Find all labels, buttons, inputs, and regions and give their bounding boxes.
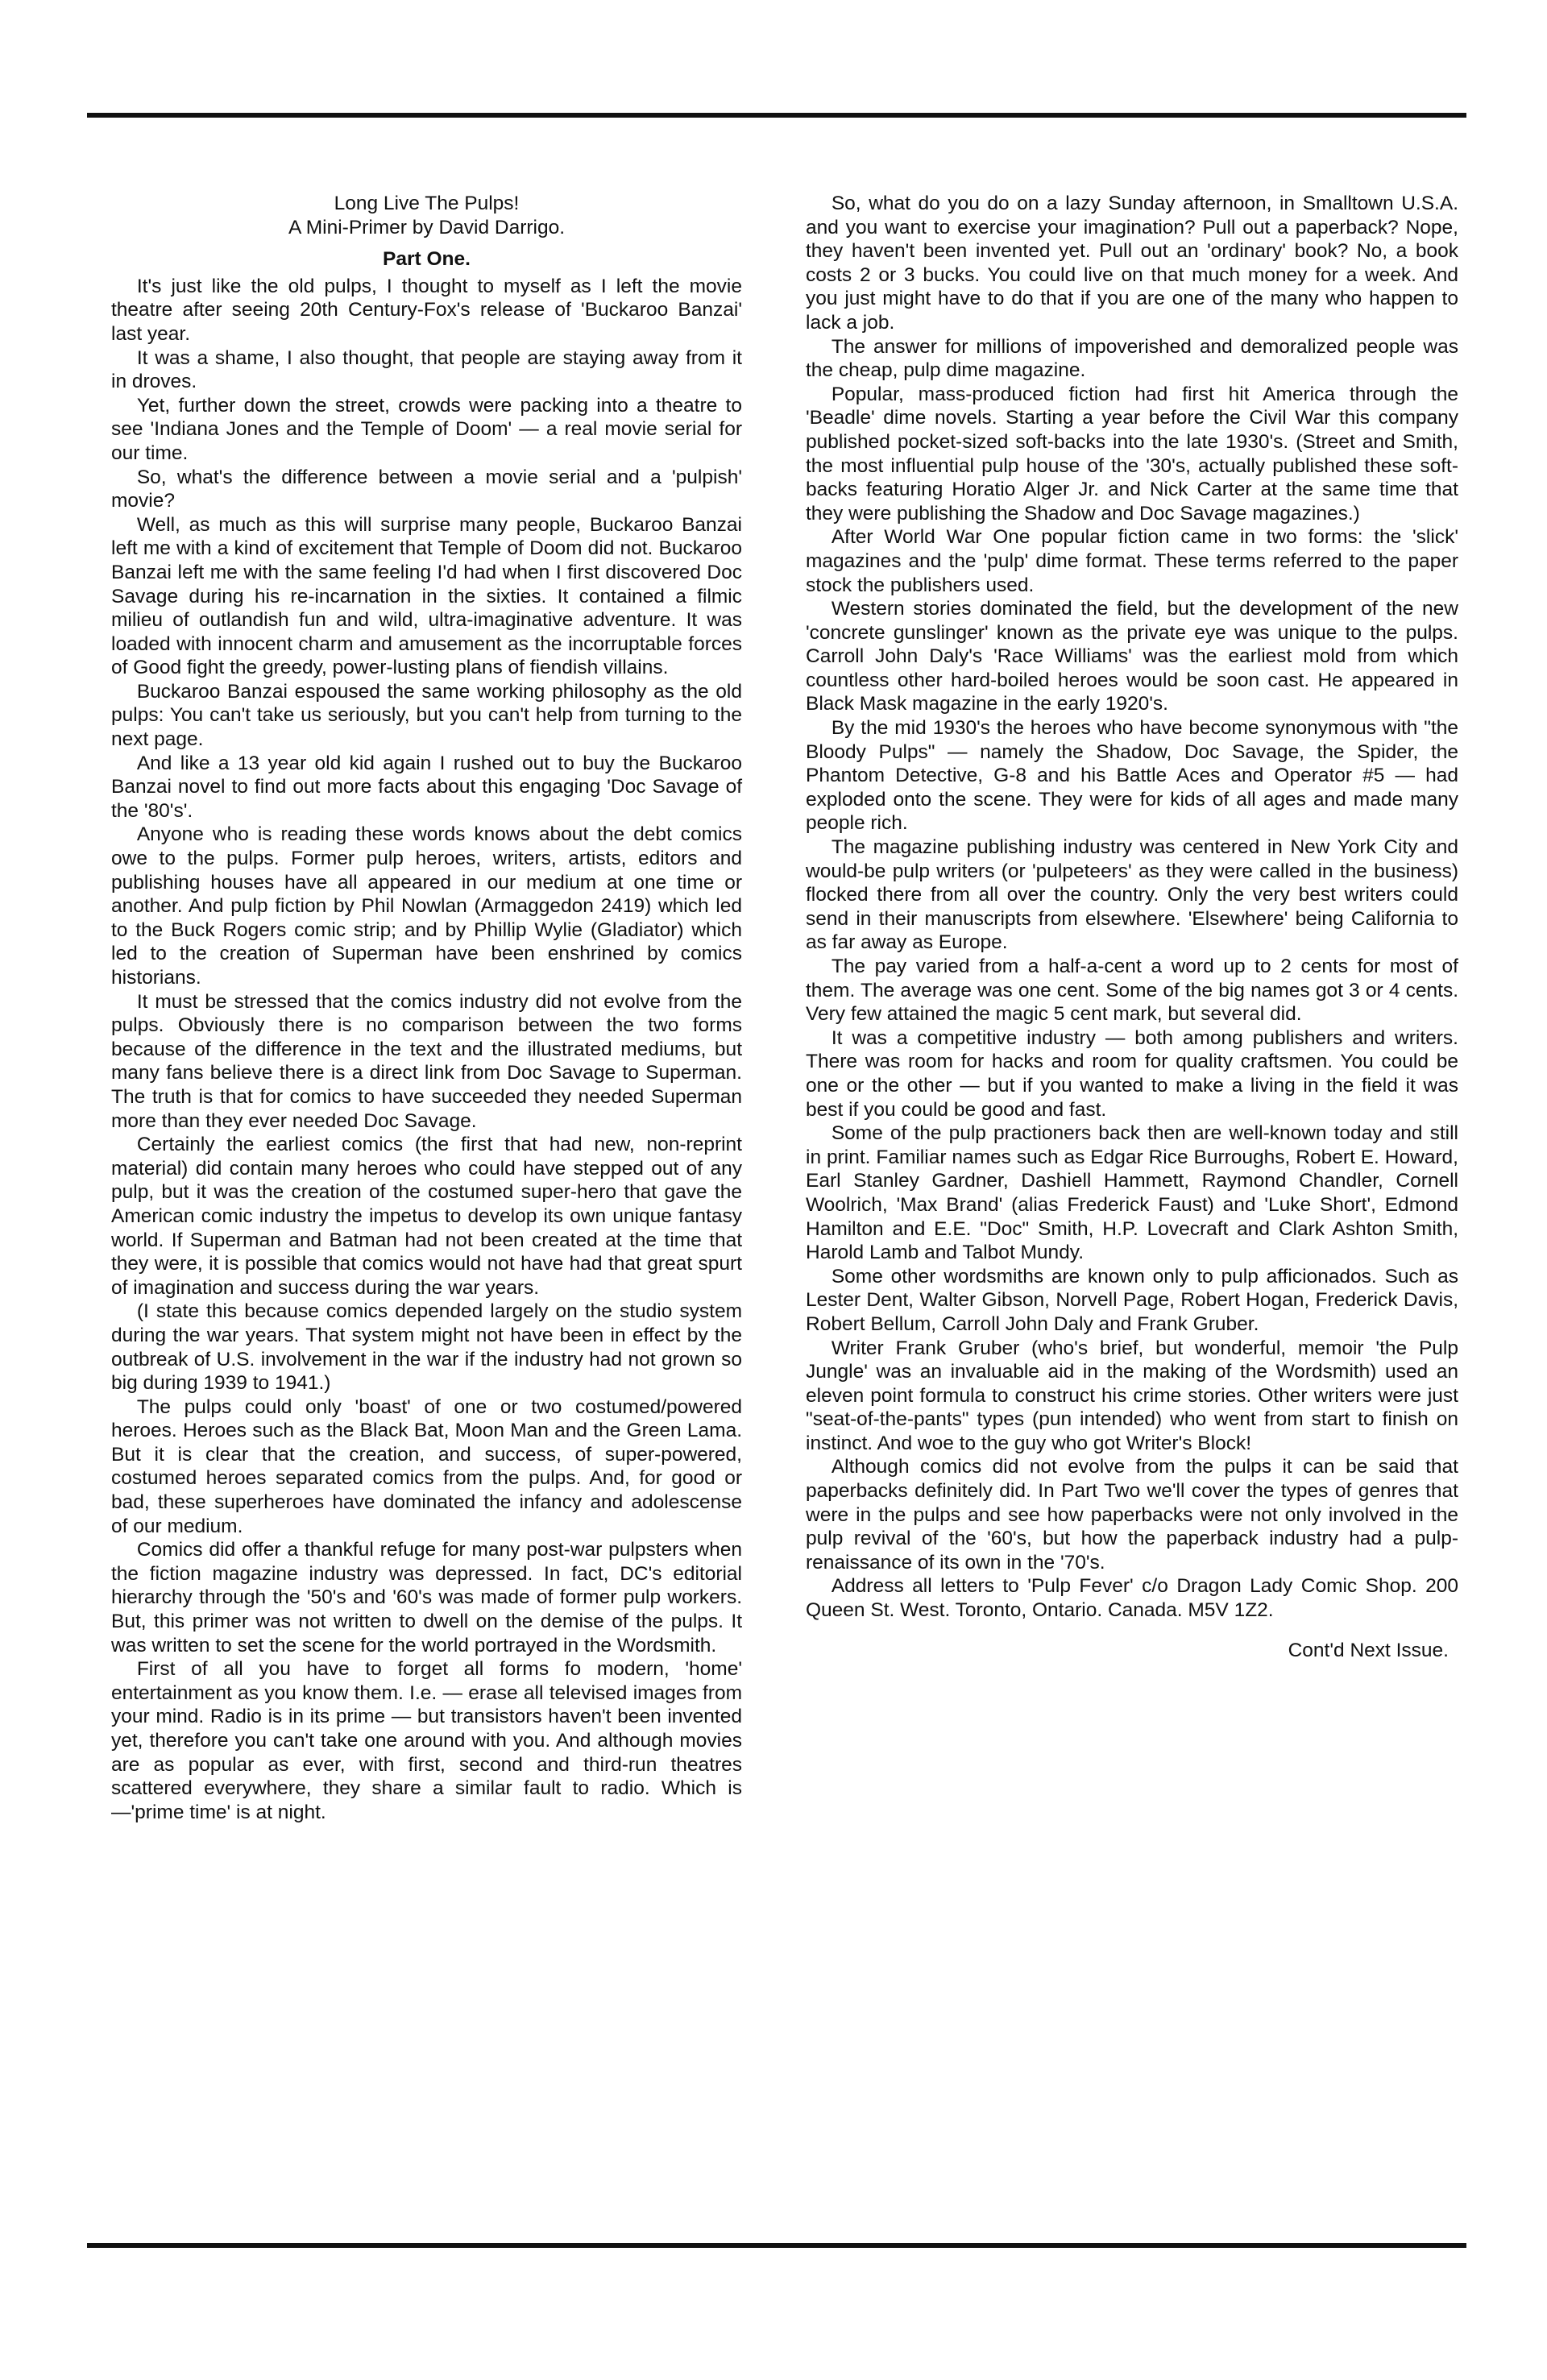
article-title: Long Live The Pulps!: [334, 193, 520, 214]
paragraph: Yet, further down the street, crowds were packing into a theatre to see 'Indiana Jones and the Temple of Doom' — a real movie serial for our time.: [111, 394, 742, 464]
paragraph: After World War One popular fiction came in two forms: the 'slick' magazines and the 'pulp' dime format. These terms referred to the paper stock the publishers used.: [806, 526, 1458, 596]
paragraph: Well, as much as this will surprise many people, Buckaroo Banzai left me with a kind of excitement that Temple of Doom did not. Buckaroo Banzai left me with the same feeling I'd had when I first discovered Doc Savage during his re-incarnation in the sixties. It contained a filmic milieu of outlandish fun and wild, ultra-imaginative adventure. It was loaded with innocent charm and amusement as the incorruptable forces of Good fight the greedy, power-lusting plans of fiendish villains.: [111, 513, 742, 679]
paragraph: Some other wordsmiths are known only to pulp afficionados. Such as Lester Dent, Walter Gibson, Norvell Page, Robert Hogan, Frederick Davis, Robert Bellum, Carroll John Daly and Frank Gruber.: [806, 1265, 1458, 1335]
paragraph: Address all letters to 'Pulp Fever' c/o Dragon Lady Comic Shop. 200 Queen St. West. Toronto, Ontario. Canada. M5V 1Z2.: [806, 1575, 1458, 1622]
paragraph: Anyone who is reading these words knows about the debt comics owe to the pulps. Former pulp heroes, writers, artists, editors and publishing houses have all appeared in our medium at one time or another. And pulp fiction by Phil Nowlan (Armaggedon 2419) which led to the Buck Rogers comic strip; and by Phillip Wylie (Gladiator) which led to the creation of Superman have been enshrined by comics historians.: [111, 823, 742, 989]
paragraph: It's just like the old pulps, I thought to myself as I left the movie theatre after seeing 20th Century-Fox's release of 'Buckaroo Banzai' last year.: [111, 275, 742, 345]
article-header: [111, 192, 742, 272]
paragraph: Western stories dominated the field, but the development of the new 'concrete gunslinger' known as the private eye was unique to the pulps. Carroll John Daly's 'Race Williams' was the earliest mold from which countless other hard-boiled heroes would be soon cast. He appeared in Black Mask magazine in the early 1920's.: [806, 598, 1458, 715]
paragraph: The magazine publishing industry was centered in New York City and would-be pulp writers (or 'pulpeteers' as they were called in the business) flocked there from all over the country. Only the very best writers could send in their manuscripts from elsewhere. 'Elsewhere' being California to as far away as Europe.: [806, 836, 1458, 954]
continued-note: Cont'd Next Issue.: [1288, 1639, 1449, 1661]
paragraph: Some of the pulp practioners back then are well-known today and still in print. Familiar names such as Edgar Rice Burroughs, Robert E. Howard, Earl Stanley Gardner, Dashiell Hammett, Raymond Chandler, Cornell Woolrich, 'Max Brand' (alias Frederick Faust) and 'Luke Short', Edmond Hamilton and E.E. "Doc" Smith, H.P. Lovecraft and Clark Ashton Smith, Harold Lamb and Talbot Mundy.: [806, 1122, 1458, 1264]
paragraph: The answer for millions of impoverished and demoralized people was the cheap, pulp dime magazine.: [806, 335, 1458, 382]
paragraph: The pay varied from a half-a-cent a word up to 2 cents for most of them. The average was one cent. Some of the big names got 3 or 4 cents. Very few attained the magic 5 cent mark, but several did.: [806, 956, 1458, 1026]
paragraph: Popular, mass-produced fiction had first hit America through the 'Beadle' dime novels. Starting a year before the Civil War this company published pocket-sized soft-backs into the late 1930's. (Street and Smith, the most influential pulp house of the '30's, actually published these soft-backs featuring Horatio Alger Jr. and Nick Carter at the same time that they were publishing the Shadow and Doc Savage magazines.): [806, 383, 1458, 525]
paragraph: By the mid 1930's the heroes who have become synonymous with "the Bloody Pulps" — namely the Shadow, Doc Savage, the Spider, the Phantom Detective, G-8 and his Battle Aces and Operator #5 — had exploded onto the scene. They were for kids of all ages and made many people rich.: [806, 717, 1458, 835]
paragraph: First of all you have to forget all forms fo modern, 'home' entertainment as you know them. I.e. — erase all televised images from your mind. Radio is in its prime — but transistors haven't been invented yet, therefore you can't take one around with you. And although movies are as popular as ever, with first, second and third-run theatres scattered everywhere, they share a similar fault to radio. Which is —'prime time' is at night.: [111, 1658, 742, 1823]
paragraph: Although comics did not evolve from the pulps it can be said that paperbacks definitely did. In Part Two we'll cover the types of genres that were in the pulps and see how paperbacks were not only involved in the pulp revival of the '60's, but how the paperback industry had a pulp-renaissance of its own in the '70's.: [806, 1456, 1458, 1574]
paragraph: So, what's the difference between a movie serial and a 'pulpish' movie?: [111, 466, 742, 512]
paragraph: (I state this because comics depended largely on the studio system during the war years. That system might not have been in effect by the outbreak of U.S. involvement in the war if the industry had not grown so big during 1939 to 1941.): [111, 1300, 742, 1395]
paragraph: And like a 13 year old kid again I rushed out to buy the Buckaroo Banzai novel to find out more facts about this engaging 'Doc Savage of the '80's'.: [111, 752, 742, 822]
article-byline: A Mini-Primer by David Darrigo.: [288, 216, 566, 238]
top-rule: [87, 113, 1466, 118]
paragraph: It was a competitive industry — both among publishers and writers. There was room for hacks and room for quality craftsmen. You could be one or the other — but if you wanted to make a living in the field it was best if you could be good and fast.: [806, 1026, 1458, 1121]
bottom-rule: [87, 2243, 1466, 2248]
article-part: Part One.: [383, 248, 471, 271]
paragraph: Writer Frank Gruber (who's brief, but wonderful, memoir 'the Pulp Jungle' was an invaluable aid in the making of the Wordsmith) used an eleven point formula to construct his crime stories. Other writers were just "seat-of-the-pants" types (pun intended) who went from start to finish on instinct. And woe to the guy who got Writer's Block!: [806, 1337, 1458, 1454]
right-column: [806, 192, 1458, 1662]
paragraph: Certainly the earliest comics (the first that had new, non-reprint material) did contain many heroes who could have stepped out of any pulp, but it was the creation of the costumed super-hero that gave the American comic industry the impetus to develop its own unique fantasy world. If Superman and Batman had not been created at the time that they were, it is possible that comics would not have had that great spurt of imagination and success during the war years.: [111, 1134, 742, 1299]
paragraph: Buckaroo Banzai espoused the same working philosophy as the old pulps: You can't take us seriously, but you can't help from turning to the next page.: [111, 680, 742, 751]
paragraph: Comics did offer a thankful refuge for many post-war pulpsters when the fiction magazine industry was depressed. In fact, DC's editorial hierarchy through the '50's and '60's was made of former pulp workers. But, this primer was not written to dwell on the demise of the pulps. It was written to set the scene for the world portrayed in the Wordsmith.: [111, 1539, 742, 1656]
paragraph: It must be stressed that the comics industry did not evolve from the pulps. Obviously there is no comparison between the two forms because of the difference in the text and the illustrated mediums, but many fans believe there is a direct link from Doc Savage to Superman. The truth is that for comics to have succeeded they needed Superman more than they ever needed Doc Savage.: [111, 990, 742, 1132]
paragraph: It was a shame, I also thought, that people are staying away from it in droves.: [111, 346, 742, 393]
paragraph: The pulps could only 'boast' of one or two costumed/powered heroes. Heroes such as the Black Bat, Moon Man and the Green Lama. But it is clear that the creation, and success, of super-powered, costumed heroes separated comics from the pulps. And, for good or bad, these superheroes have dominated the infancy and adolescense of our medium.: [111, 1395, 742, 1537]
left-column: [111, 192, 742, 1824]
paragraph: So, what do you do on a lazy Sunday afternoon, in Smalltown U.S.A. and you want to exercise your imagination? Pull out a paperback? Nope, they haven't been invented yet. Pull out an 'ordinary' book? No, a book costs 2 or 3 bucks. You could live on that much money for a week. And you just might have to do that if you are one of the many who happen to lack a job.: [806, 193, 1458, 334]
